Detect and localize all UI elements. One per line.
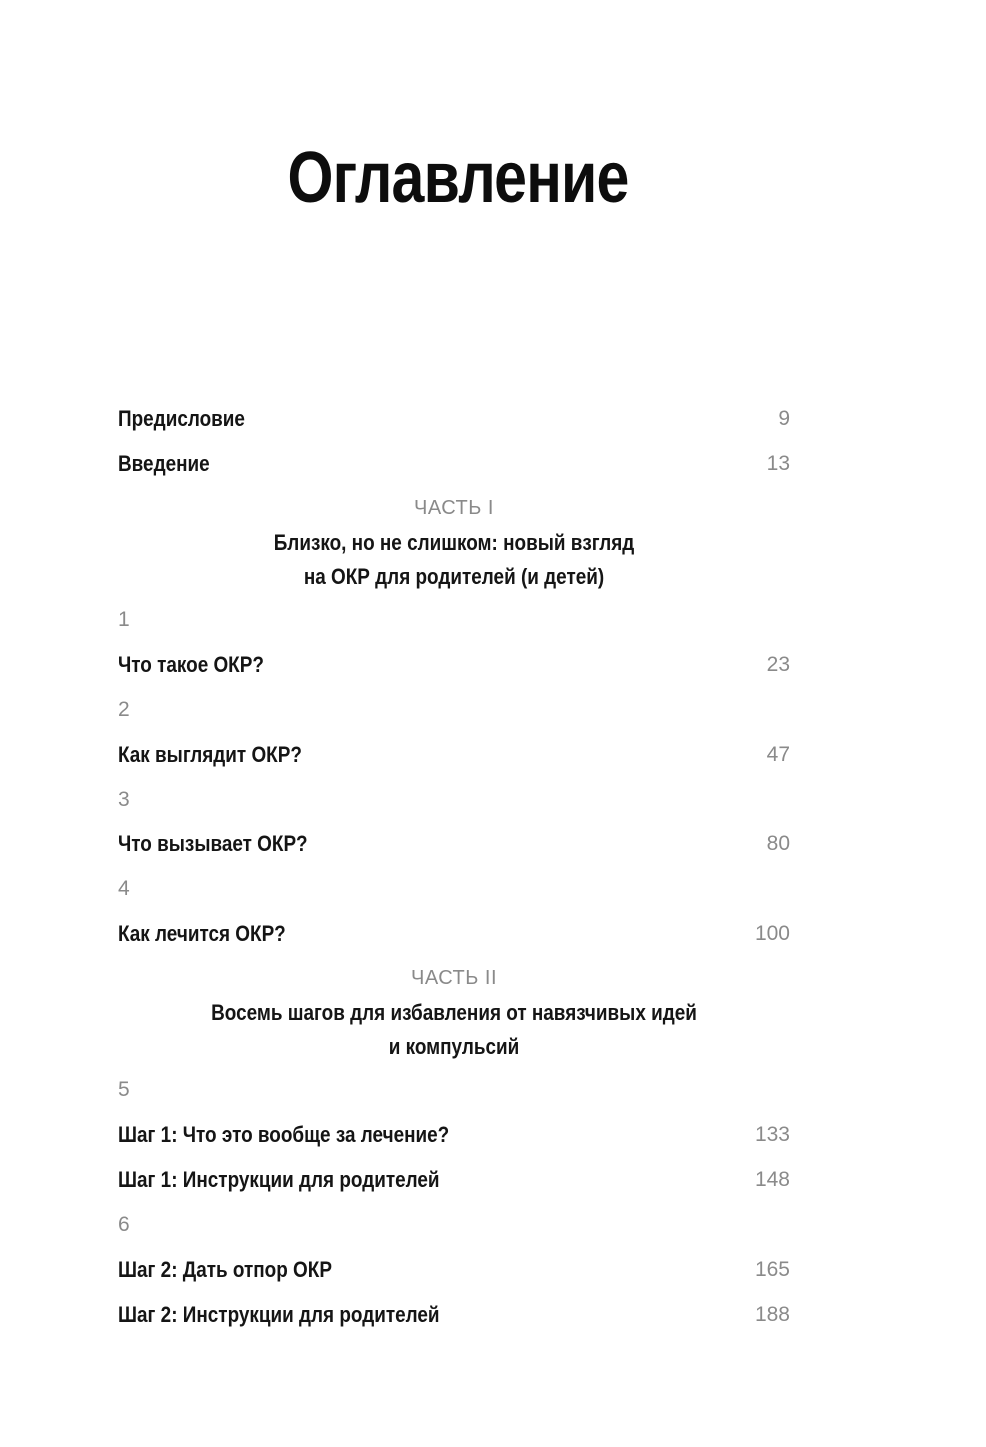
toc-entry-title: Шаг 1: Инструкции для родителей (118, 1167, 440, 1192)
toc-entry-title: Что вызывает ОКР? (118, 831, 308, 856)
toc-entry-page: 133 (754, 1123, 790, 1146)
chapter-number: 2 (118, 698, 130, 721)
chapter-number-row (118, 874, 790, 904)
toc-entry[interactable] (118, 1120, 790, 1150)
toc-entry-title: Шаг 1: Что это вообще за лечение? (118, 1122, 450, 1147)
chapter-number-row (118, 1075, 790, 1105)
toc-entry-page: 80 (766, 832, 790, 855)
toc-entry-title: Шаг 2: Инструкции для родителей (118, 1302, 440, 1327)
chapter-number: 4 (118, 877, 130, 900)
toc-entry[interactable] (118, 650, 790, 680)
toc-entry[interactable] (118, 740, 790, 770)
toc-entry[interactable] (118, 1300, 790, 1330)
chapter-number: 1 (118, 608, 130, 631)
chapter-number: 3 (118, 788, 130, 811)
toc-entry-page: 188 (754, 1303, 790, 1326)
toc-entry[interactable] (118, 829, 790, 859)
toc-entry-page: 148 (754, 1168, 790, 1191)
toc-entry-page: 47 (766, 743, 790, 766)
chapter-number-row (118, 695, 790, 725)
toc-entry-page: 23 (766, 653, 790, 676)
toc-entry-title: Предисловие (118, 406, 245, 431)
chapter-number-row (118, 605, 790, 635)
chapter-number-row (118, 785, 790, 815)
chapter-number: 5 (118, 1078, 130, 1101)
toc-entry-title: Как выглядит ОКР? (118, 742, 302, 767)
toc-entry[interactable] (118, 1255, 790, 1285)
toc-entry[interactable] (118, 919, 790, 949)
part-label: ЧАСТЬ II (410, 967, 498, 989)
toc-entry-page: 13 (766, 452, 790, 475)
part-title-line: и компульсий (388, 1034, 520, 1059)
toc-entry-preface[interactable] (118, 404, 790, 434)
part-title-line: Восемь шагов для избавления от навязчивых идей (211, 1000, 697, 1025)
part-title-line: на ОКР для родителей (и детей) (303, 564, 605, 589)
toc-entry-title: Шаг 2: Дать отпор ОКР (118, 1257, 332, 1282)
toc-entry-page: 100 (754, 922, 790, 945)
toc-entry-page: 9 (778, 407, 790, 430)
toc-entry-page: 165 (754, 1258, 790, 1281)
part-title (118, 996, 790, 1064)
part-label: ЧАСТЬ I (414, 497, 494, 519)
page-title: Оглавление (287, 138, 629, 218)
part-title-line: Близко, но не слишком: новый взгляд (273, 530, 635, 555)
chapter-number-row (118, 1210, 790, 1240)
toc-entry-title: Что такое ОКР? (118, 652, 264, 677)
chapter-number: 6 (118, 1213, 130, 1236)
part-title (118, 526, 790, 594)
toc-entry-title: Введение (118, 451, 210, 476)
toc-entry-title: Как лечится ОКР? (118, 921, 286, 946)
toc-entry[interactable] (118, 1165, 790, 1195)
toc-entry-introduction[interactable] (118, 449, 790, 479)
